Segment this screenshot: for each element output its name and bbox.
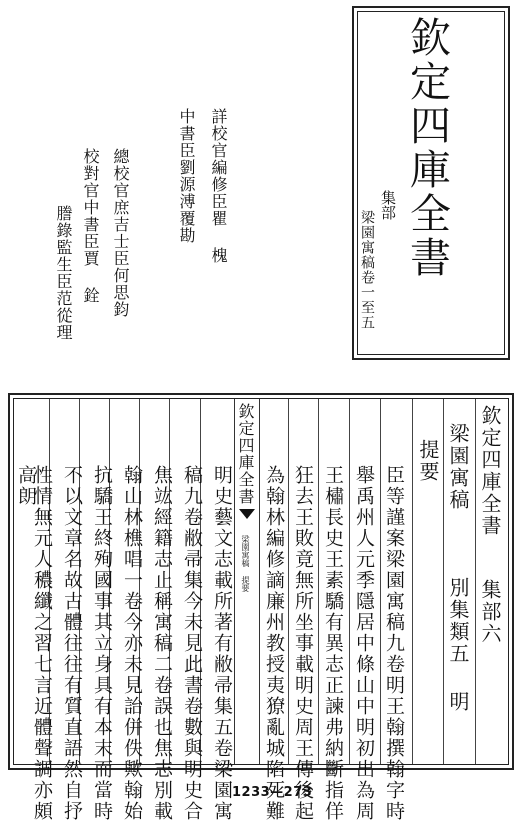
volume-label: 梁園寓稿卷一至五 — [359, 210, 375, 330]
collection-label: 集部 — [379, 190, 397, 220]
column-rule — [380, 399, 381, 764]
body-line-7: 稿九卷敝帚集今未見此書卷數與明史合 — [181, 465, 203, 822]
column-rule — [288, 399, 289, 764]
body-line-8: 焦竑經籍志止稱寓稿二卷誤也焦志別載 — [151, 465, 173, 822]
fold-subtitle: 梁園寓稿 提要 — [241, 535, 250, 592]
page-header-collection: 集部六 — [478, 579, 502, 645]
body-line-4: 狂去王敗竟無所坐事載明史周王傳後起 — [292, 465, 314, 822]
fishtail-mark — [239, 509, 255, 519]
body-line-3: 王橚長史王素驕有異志正諫弗納斷指佯 — [322, 465, 344, 822]
column-rule — [475, 399, 476, 764]
column-rule — [318, 399, 319, 764]
body-line-6: 明史藝文志載所著有敝帚集五卷梁園寓 — [211, 465, 233, 822]
body-line-5: 為翰林編修謫廉州教授夷獠亂城陷死難 — [263, 465, 285, 822]
book-title: 梁園寓稿 — [446, 423, 470, 511]
body-line-2: 舉禹州人元季隱居中條山中明初出為周 — [353, 465, 375, 822]
body-line-10: 抗驕王終殉國事其立身具有本末而當時 — [91, 465, 113, 822]
center-fold — [234, 399, 260, 764]
column-rule — [412, 399, 413, 764]
fold-title: 欽定四庫全書 — [236, 403, 255, 505]
body-line-1: 臣等謹案梁園寓稿九卷明王翰撰翰字時 — [383, 465, 405, 822]
staff-line-1: 詳校官編修臣瞿 槐 — [209, 108, 228, 264]
column-rule — [443, 399, 444, 764]
staff-line-3: 總校官庶吉士臣何思鈞 — [111, 148, 130, 318]
title-frame — [352, 6, 510, 360]
staff-line-5: 謄錄監生臣范從理 — [54, 205, 73, 341]
category-label: 別集類五 明 — [446, 577, 470, 713]
page-header-title: 欽定四庫全書 — [478, 405, 502, 537]
body-line-13: 高朗 — [15, 465, 37, 507]
section-tiyao: 提要 — [416, 439, 440, 483]
body-line-11: 不以文章名故古體往往有質直語然自抒 — [61, 465, 83, 822]
page-number: 1233—273 — [232, 785, 313, 800]
column-rule — [349, 399, 350, 764]
body-line-9: 翰山林樵唱一卷今亦未見詒併佚歟翰始 — [121, 465, 143, 822]
main-title: 欽定四庫全書 — [403, 16, 451, 280]
staff-line-2: 中書臣劉源溥覆勘 — [177, 108, 196, 244]
body-line-12: 性情無元人穠纖之習七言近體聲調亦頗 — [31, 465, 53, 822]
staff-line-4: 校對官中書臣賈 銓 — [81, 148, 100, 304]
